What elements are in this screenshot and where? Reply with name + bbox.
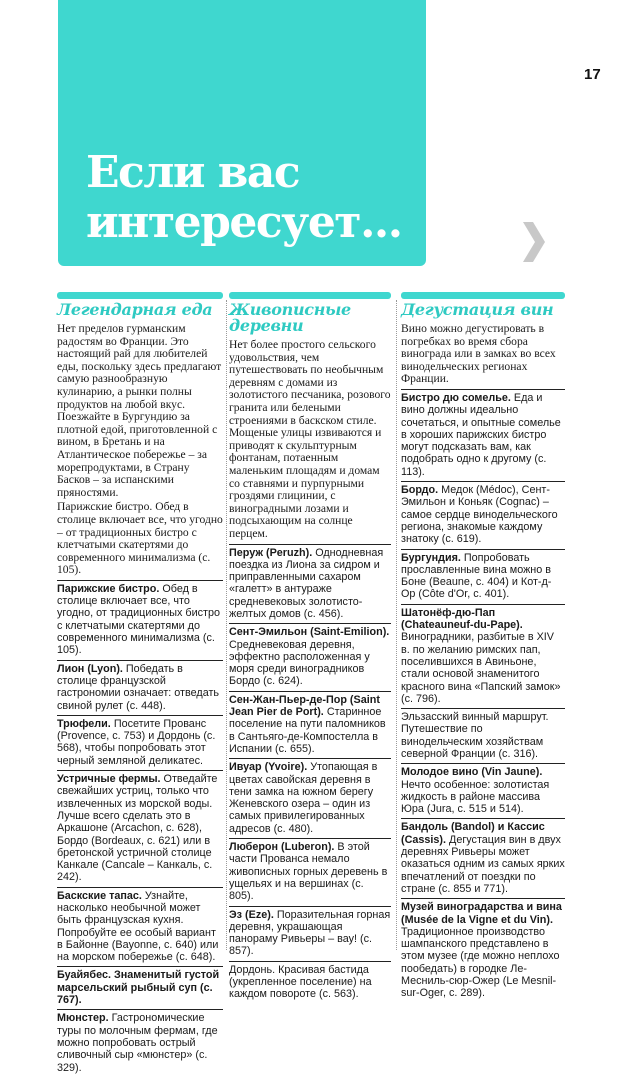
entry-text: Победать в столице французской гастрономии означает: отведать свиной рулет (с. 448). (57, 662, 220, 712)
entry-text: Обед в столице включает все, что угодно, от традиционных бистро с клетчатыми скатертями до современного минимализма (с. 105). (57, 582, 221, 657)
entry-title: Шатонёф-дю-Пап (Chateauneuf-du-Pape). (401, 606, 523, 632)
entry-title: Бистро дю сомелье. (401, 391, 511, 404)
list-item (401, 763, 565, 815)
list-item (401, 481, 565, 545)
list-item (57, 887, 223, 964)
entry-title: Парижские бистро. (57, 582, 160, 595)
entry-text: Однодневная поездка из Лиона за сидром и приправленными сахаром «галетт» в антураже средневековых золотисто-желтых домов (с. 456). (229, 546, 384, 620)
column-heading: Легендарная еда (57, 300, 213, 319)
entry-title: Трюфели. (57, 717, 111, 730)
entry-title: Люберон (Luberon). (229, 841, 335, 854)
column-rule (57, 292, 223, 299)
column-rule (229, 292, 391, 299)
intro-paragraph: Нет пределов гурманским радостям во Франции. Это настоящий рай для любителей еды, поскольку здесь предлагают самую разнообразную кулинарию, а рынки полны продуктов на любой вкус. Поезжайте в Бургундию за плотной едой, приготовленной с вином, в Бретань и на Атлантическое побережье – за морепродуктами, в Страну Басков – за испанскими пряностями. (57, 322, 222, 499)
entry-text: Попробовать прославленные вина можно в Боне (Beaune, с. 404) и Кот-д-Ор (Côte d'Or, с. 401). (401, 551, 552, 601)
entry-text: Узнайте, насколько необычной может быть французская кухня. Попробуйте ее особый вариант в Байонне (Bayonne, с. 640) или на морском побережье (с. 648). (57, 889, 219, 964)
list-item (401, 898, 565, 999)
entry-text: Виноградники, разбитые в XIV в. по желанию римских пап, поселившихся в Авиньоне, стали основой знаменитого красного вина «Папский замок» (с. 796). (401, 631, 561, 705)
list-item (229, 758, 391, 835)
entry-title: Баскские тапас. (57, 889, 142, 902)
intro-paragraph: Парижские бистро. Обед в столице включает все, что угодно – от традиционных бистро с клетчатыми скатертями до современного минимализма (с. 105). (57, 500, 223, 577)
column-wine (401, 292, 565, 1000)
list-item (57, 770, 223, 884)
entry-text: Поразительная горная деревня, украшающая панораму Ривьеры – вау! (с. 857). (229, 908, 391, 958)
entry-text: Отведайте свежайших устриц, только что извлеченных из морской воды. Лучше всего сделать это в Аркашоне (Arcachon, с. 628), Бордо (Bordeaux, с. 621) или в бретонской устричной столице Канкале (Cancale – Канкаль, с. 242). (57, 773, 218, 884)
list-item (401, 604, 565, 705)
entry-title: Сен-Жан-Пьер-де-Пор (Saint Jean Pier de Port). (229, 693, 380, 719)
page-number: 17 (584, 66, 601, 83)
entry-title: Сент-Эмильон (Saint-Emilion). (229, 626, 390, 639)
entry-text: Посетите Прованс (Provence, с. 753) и Дордонь (с. 568), чтобы попробовать этот черный земляной деликатес. (57, 717, 216, 767)
entry-text: Эльзасский винный маршрут. Путешествие по винодельческим хозяйствам северной Франции (с. 316). (401, 711, 549, 760)
list-item (57, 966, 223, 1006)
title-line-2: интересует... (86, 197, 402, 248)
intro-paragraph: Нет более простого сельского удовольствия, чем путешествовать по необычным деревням с домами из золотистого песчаника, розового гранита или белеными строениями в баскском стиле. Мощеные улицы извиваются и приводят к скульптурным фонтанам, потаенным маленьким площадям и домам со ставнями и пурпурными гроздями глицинии, с виноградными лозами и подсыхающим на солнце перцем. (229, 338, 391, 540)
list-item (57, 1009, 223, 1073)
list-item (401, 818, 565, 895)
entry-text: Дордонь. Красивая бастида (укрепленное поселение) на каждом повороте (с. 563). (229, 963, 372, 1001)
entry-text: Гастрономические туры по молочным фермам, где можно попробовать острый сливочный сыр «мюнстер» (с. 329). (57, 1012, 218, 1074)
entry-text: В этой части Прованса немало живописных горных деревень в ущельях и на вершинах (с. 805). (229, 841, 388, 903)
list-item (57, 580, 223, 657)
entry-title: Молодое вино (Vin Jaune). (401, 766, 543, 779)
list-item (57, 660, 223, 712)
entry-title: Бордо. (401, 484, 439, 497)
list-item (229, 838, 391, 902)
entry-text: Еда и вино должны идеально сочетаться, и опытные сомелье в хороших парижских бистро могут подсказать вам, как подобрать одно к другому (с. 113). (401, 391, 561, 478)
entry-title: Лион (Lyon). (57, 662, 123, 675)
page-title (86, 148, 416, 248)
column-villages (229, 292, 391, 1001)
entry-text: Медок (Médoc), Сент-Эмильон и Коньяк (Cognac) – самое сердце винодельческого региона, знакомые каждому знатоку (с. 619). (401, 484, 558, 546)
entry-text: Дегустация вин в двух деревнях Ривьеры может оказаться одним из самых ярких впечатлений от поездки по стране (с. 855 и 771). (401, 833, 565, 895)
entry-title: Ивуар (Yvoire). (229, 761, 308, 774)
list-item (401, 708, 565, 760)
chevron-right-icon (519, 220, 547, 264)
list-item (229, 544, 391, 621)
entry-title: Устричные фермы. (57, 773, 161, 786)
list-item (229, 691, 391, 755)
column-heading (229, 302, 391, 334)
heading-line-1: Живописные (229, 300, 351, 319)
list-item (401, 389, 565, 478)
intro-paragraph: Вино можно дегустировать в погребках во время сбора винограда или в замках во всех винодельческих регионах Франции. (401, 322, 556, 386)
column-heading: Дегустация вин (401, 300, 554, 319)
entry-title: Музей виноградарства и вина (Musée de la Vigne et du Vin). (401, 901, 562, 926)
column-food (57, 292, 223, 1074)
list-item (229, 906, 391, 958)
title-line-1: Если вас (86, 147, 300, 198)
entry-title: Эз (Eze). (229, 908, 274, 921)
entry-title: Перуж (Peruzh). (229, 546, 313, 559)
list-item (229, 961, 391, 1001)
column-divider (226, 300, 227, 950)
entry-text: Традиционное производство шампанского представлено в этом музее (где можно неплохо пообедать) в городке Ле-Месниль-сюр-Ожер (Le Mesnil-sur-Oger, с. 289). (401, 925, 560, 1000)
list-item (401, 549, 565, 601)
entry-text: Средневековая деревня, эффектно расположенная у моря среди виноградников Бордо (с. 624). (229, 638, 370, 688)
entry-text: Нечто особенное: золотистая жидкость в районе массива Юра (Jura, с. 515 и 514). (401, 778, 550, 816)
entry-text: Старинное поселение на пути паломников в Сантьяго-де-Компостелла в Испании (с. 655). (229, 706, 386, 755)
entry-title: Буайябес. Знаменитый густой марсельский рыбный суп (с. 767). (57, 969, 220, 1007)
column-divider (396, 300, 397, 950)
entry-title: Мюнстер. (57, 1012, 109, 1025)
list-item (229, 623, 391, 687)
heading-line-2: деревни (229, 316, 304, 335)
list-item (57, 715, 223, 767)
entry-title: Бургундия. (401, 551, 461, 564)
entry-title: Бандоль (Bandol) и Кассис (Cassis). (401, 821, 545, 846)
entry-text: Утопающая в цветах савойская деревня в тени замка на южном берегу Женевского озера – один из самых привилегированных адресов (с. 480). (229, 761, 378, 835)
column-rule (401, 292, 565, 299)
